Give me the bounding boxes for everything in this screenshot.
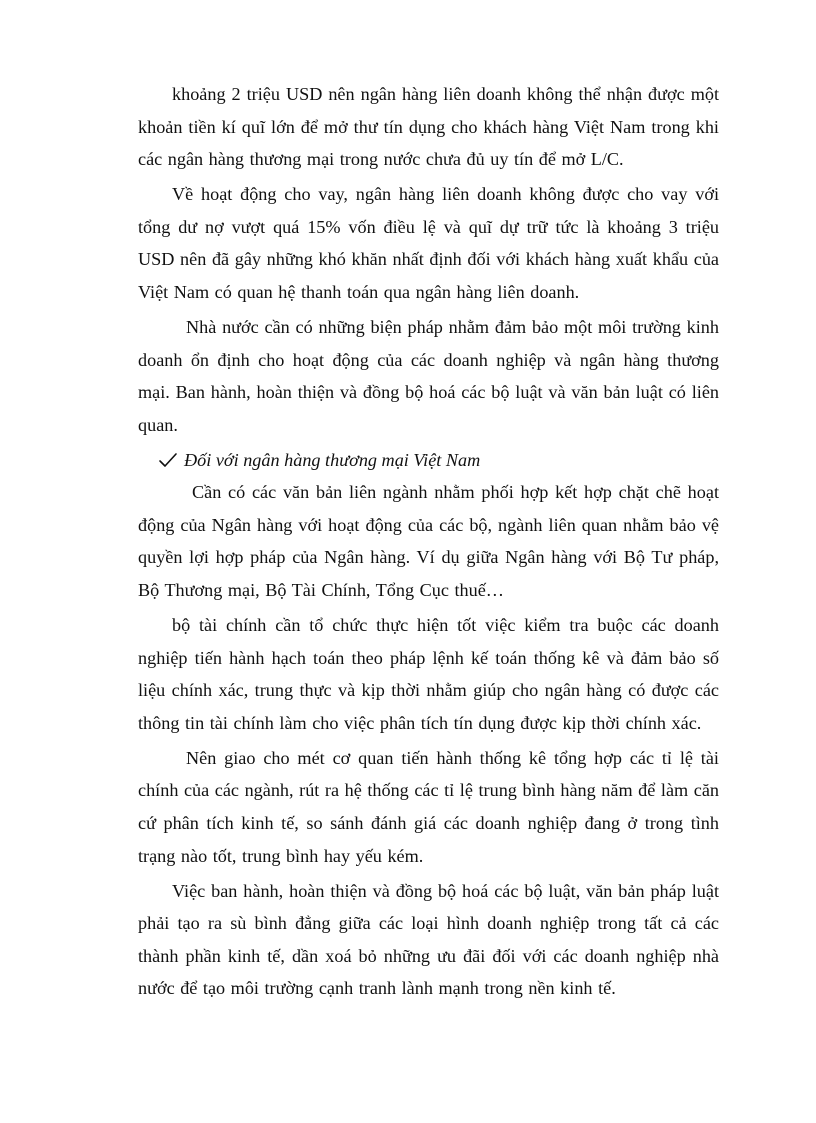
paragraph-legal-equality: Việc ban hành, hoàn thiện và đồng bộ hoá các bộ luật, văn bản pháp luật phải tạo ra sù bình đẳng giữa các loại hình doanh nghiệp trong tất cả các thành phần kinh tế, dần xoá bỏ những ưu đãi đối với các doanh nghiệp nhà nước để tạo môi trường cạnh tranh lành mạnh trong nền kinh tế. (138, 880, 719, 999)
section-heading-text: Đối với ngân hàng thương mại Việt Nam (184, 449, 481, 470)
paragraph-statistics-agency: Nên giao cho mét cơ quan tiến hành thống kê tổng hợp các tỉ lệ tài chính của các ngành, rút ra hệ thống các tỉ lệ trung bình hàng năm để làm căn cứ phân tích kinh tế, so sánh đánh giá các doanh nghiệp đang ở trong tình trạng nào tốt, trung bình hay yếu kém. (138, 747, 719, 866)
paragraph-ministry-of-finance: bộ tài chính cần tổ chức thực hiện tốt việc kiểm tra buộc các doanh nghiệp tiến hành hạch toán theo pháp lệnh kế toán thống kê và đảm bảo số liệu chính xác, trung thực và kịp thời nhằm giúp cho ngân hàng có được các thông tin tài chính làm cho việc phân tích tín dụng được kịp thời chính xác. (138, 615, 719, 733)
checkmark-icon (158, 451, 178, 469)
section-heading-vietnam-commercial-banks (158, 444, 719, 477)
document-page (138, 78, 719, 1007)
paragraph-lending: Về hoạt động cho vay, ngân hàng liên doanh không được cho vay với tổng dư nợ vượt quá 15% vốn điều lệ và quĩ dự trữ tức là khoảng 3 triệu USD nên đã gây những khó khăn nhất định đối với khách hàng xuất khẩu của Việt Nam có quan hệ thanh toán qua ngân hàng liên doanh. (138, 184, 719, 302)
paragraph-interagency-documents: Cần có các văn bản liên ngành nhằm phối hợp kết hợp chặt chẽ hoạt động của Ngân hàng với hoạt động của các bộ, ngành liên quan nhằm bảo vệ quyền lợi hợp pháp của Ngân hàng. Ví dụ giữa Ngân hàng với Bộ Tư pháp, Bộ Thương mại, Bộ Tài Chính, Tổng Cục thuế… (138, 482, 719, 601)
paragraph-guarantee-deposit: khoảng 2 triệu USD nên ngân hàng liên doanh không thể nhận được một khoản tiền kí quĩ lớn để mở thư tín dụng cho khách hàng Việt Nam trong khi các ngân hàng thương mại trong nước chưa đủ uy tín để mở L/C. (138, 84, 719, 170)
paragraph-state-measures: Nhà nước cần có những biện pháp nhằm đảm bảo một môi trường kinh doanh ổn định cho hoạt động của các doanh nghiệp và ngân hàng thương mại. Ban hành, hoàn thiện và đồng bộ hoá các bộ luật và văn bản luật có liên quan. (138, 316, 719, 435)
